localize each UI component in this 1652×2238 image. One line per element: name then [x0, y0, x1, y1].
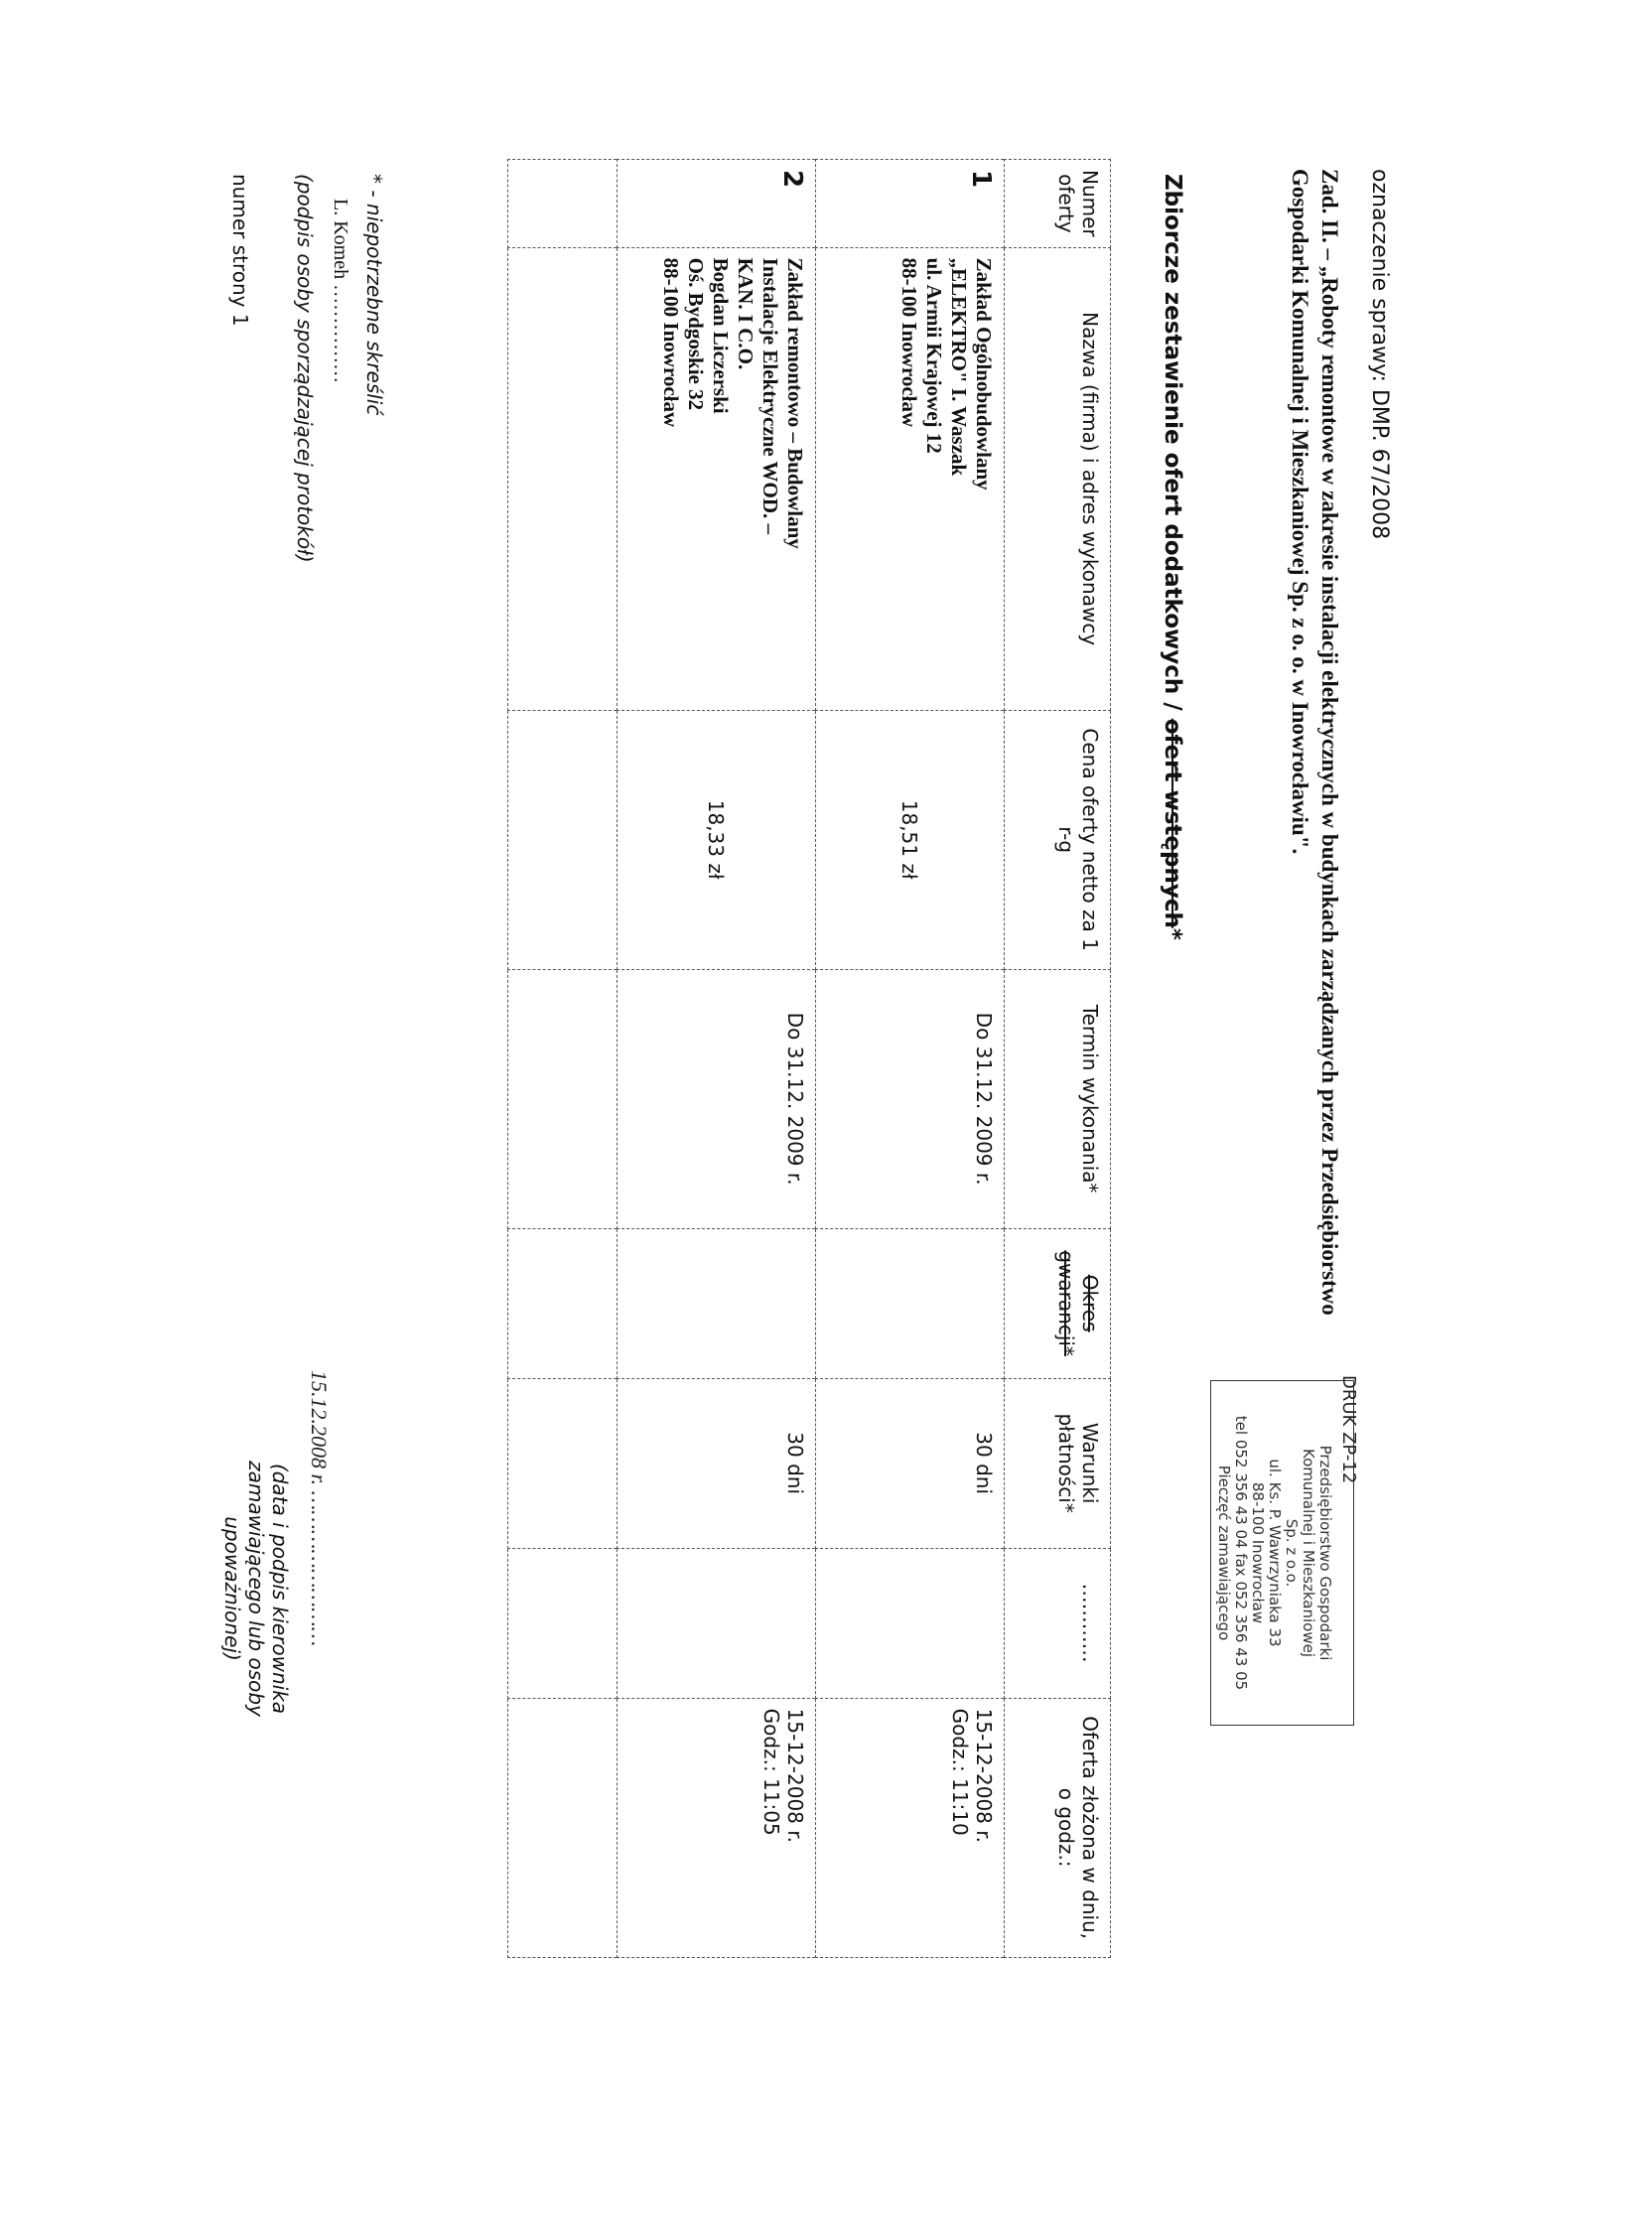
stamp-line: tel 052 356 43 04 fax 052 356 43 05: [1232, 1415, 1250, 1691]
case-reference: oznaczenie sprawy: DMP. 67/2008: [1367, 169, 1392, 540]
company-stamp: [1210, 1375, 1359, 1726]
footnote: * - niepotrzebne skreślić: [362, 174, 386, 416]
preparer-caption: (podpis osoby sporządzającej protokół): [293, 174, 317, 563]
subject: Zad. II. – „Roboty remontowe w zakresie instalacji elektrycznych w budynkach zarządzanych przez Przedsiębiorstwo Gospodarki Komunalnej i Mieszkaniowej Sp. z o. o. w Inowrocławiu".: [1288, 169, 1342, 1316]
stamp-line: Komunalnej i Mieszkaniowej: [1300, 1448, 1317, 1657]
price-cell: 18,51 zł: [816, 710, 1005, 969]
term-cell: Do 31.12. 2009 r.: [816, 969, 1005, 1228]
warranty-cell: [618, 1228, 816, 1378]
col-header: Termin wykonania*: [1005, 969, 1111, 1228]
stamp-line: Sp. z o.o.: [1283, 1518, 1301, 1588]
submitted-date: 15-12-2008 r.: [972, 1708, 996, 1843]
firm-line: ul. Armii Krajowej 12: [922, 257, 946, 454]
col-header: …………: [1005, 1548, 1111, 1698]
col-header-struck: Okres gwarancji*: [1054, 1250, 1102, 1356]
table-header-row: [1005, 160, 1111, 1958]
submitted-cell: [618, 1698, 816, 1957]
page-number: numer strony 1: [228, 174, 252, 327]
col-header: Warunki płatności*: [1005, 1378, 1111, 1548]
submitted-date: 15-12-2008 r.: [783, 1708, 807, 1843]
firm-line: Zakład Ogólnobudowlany: [972, 257, 996, 490]
firm-line: KAN. I C.O.: [734, 257, 757, 370]
offers-table: [507, 159, 1111, 1958]
stamp-line: Przedsiębiorstwo Gospodarki: [1316, 1445, 1334, 1661]
term-cell: Do 31.12. 2009 r.: [618, 969, 816, 1228]
form-label: DRUK ZP-12: [1338, 1375, 1359, 1484]
payment-cell: 30 dni: [816, 1378, 1005, 1548]
table-row: [618, 160, 816, 1958]
firm-line: Oś. Bydgoskie 32: [684, 257, 708, 411]
stamp-caption: Pieczęć zamawiającego: [1215, 1465, 1233, 1641]
warranty-cell: [816, 1228, 1005, 1378]
heading-suffix: *: [1160, 927, 1185, 940]
heading-main: Zbiorcze zestawienie ofert dodatkowych /: [1160, 174, 1185, 711]
payment-cell: 30 dni: [618, 1378, 816, 1548]
stamp-line: ul. Ks. P. Wawrzyniaka 33: [1266, 1459, 1284, 1647]
submitted-time: Godz.: 11:05: [759, 1708, 783, 1836]
firm-line: Zakład remontowo – Budowlany: [783, 257, 807, 549]
col-header: Cena oferty netto za 1 r-g: [1005, 710, 1111, 969]
firm-cell: [816, 247, 1005, 710]
col-header: Nazwa (firma) i adres wykonawcy: [1005, 247, 1111, 710]
offer-number: 2: [618, 160, 816, 248]
table-heading: [1160, 174, 1185, 940]
firm-line: 88-100 Inowrocław: [897, 257, 921, 428]
offer-number: 1: [816, 160, 1005, 248]
price-cell: 18,33 zł: [618, 710, 816, 969]
firm-line: „ELEKTRO" I. Waszak: [947, 257, 971, 477]
col-header: Numer oferty: [1005, 160, 1111, 248]
col-header: Oferta złożona w dniu, o godz.:: [1005, 1698, 1111, 1957]
col-header: [1005, 1228, 1111, 1378]
preparer-signature: L. Komeh ……………: [330, 199, 351, 384]
stamp-line: 88-100 Inowrocław: [1249, 1481, 1267, 1624]
extra-cell: [618, 1548, 816, 1698]
table-row-empty: [508, 160, 618, 1958]
submitted-cell: [816, 1698, 1005, 1957]
firm-line: Bogdan Liczerski: [709, 257, 733, 414]
firm-line: Instalacje Elektryczne WOD. –: [758, 257, 782, 535]
table-row: [816, 160, 1005, 1958]
extra-cell: [816, 1548, 1005, 1698]
heading-struck: ofert wstępnych: [1160, 718, 1185, 928]
manager-caption: (data i podpis kierownika zamawiającego lub osoby upoważnionej): [220, 1461, 292, 1717]
submitted-time: Godz.: 11:10: [948, 1708, 972, 1836]
firm-cell: [618, 247, 816, 710]
firm-line: 88-100 Inowrocław: [659, 257, 683, 428]
manager-signature: 15.12.2008 r. ……………………: [307, 1370, 332, 1647]
